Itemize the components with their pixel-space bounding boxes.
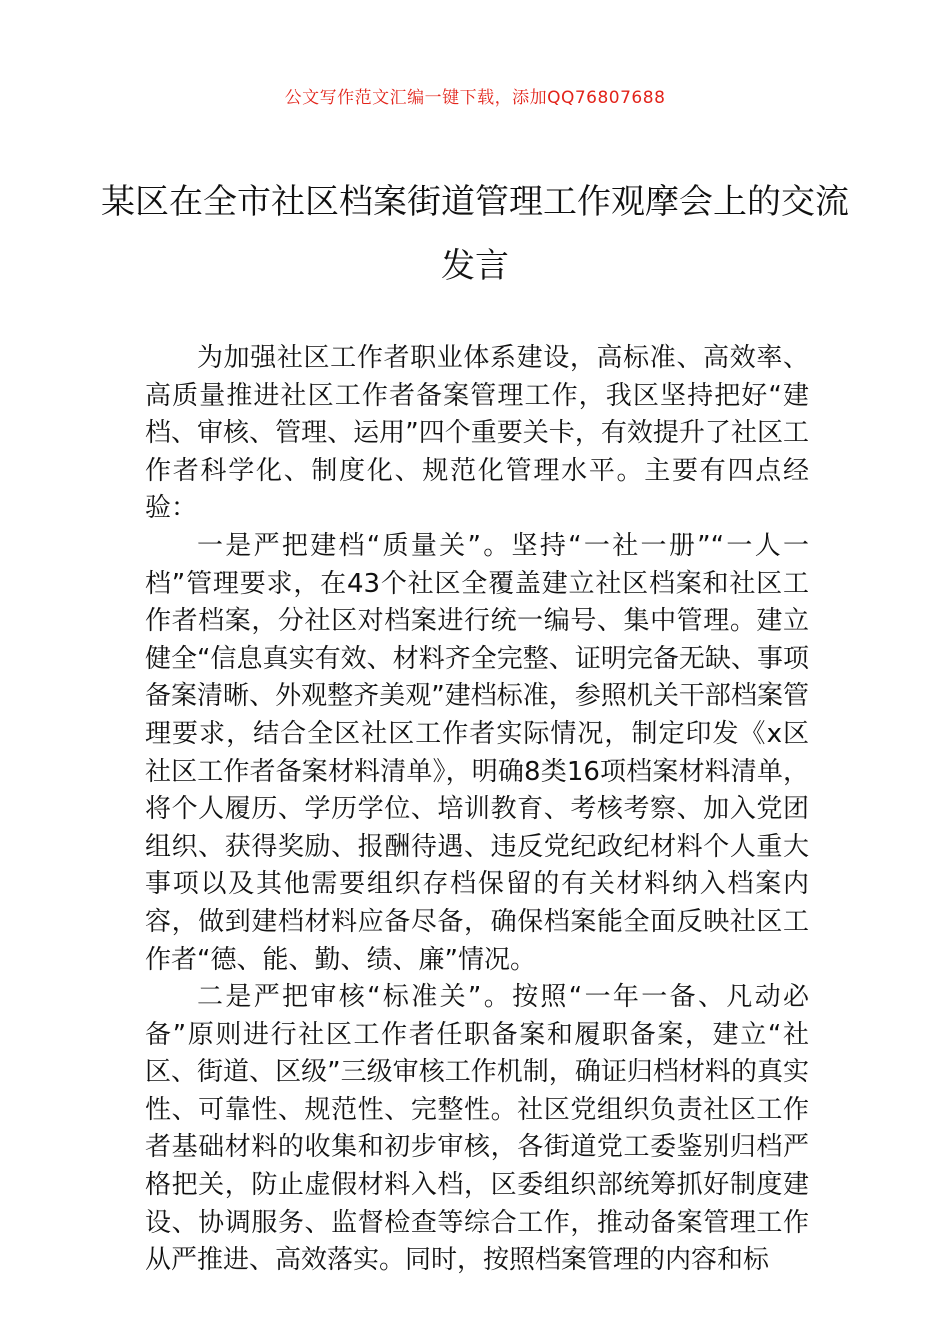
intro-paragraph: 为加强社区工作者职业体系建设，高标准、高效率、高质量推进社区工作者备案管理工作，我区坚持把好“建档、审核、管理、运用”四个重要关卡，有效提升了社区工作者科学化、制度化、规范化管理水平。主要有四点经验： [145,343,809,524]
paragraph-review-standard: 二是严把审核“标准关”。按照“一年一备、凡动必备”原则进行社区工作者任职备案和履职备案，建立“社区、街道、区级”三级审核工作机制，确证归档材料的真实性、可靠性、规范性、完整性。社区党组织负责社区工作者基础材料的收集和初步审核，各街道党工委鉴别归档严格把关，防止虚假材料入档，区委组织部统筹抓好制度建设、协调服务、监督检查等综合工作，推动备案管理工作从严推进、高效落实。同时，按照档案管理的内容和标 [145,982,809,1276]
page-title: 某区在全市社区档案街道管理工作观摩会上的交流发言 [101,182,849,286]
paragraph-filing-quality: 一是严把建档“质量关”。坚持“一社一册”“一人一档”管理要求，在43个社区全覆盖建立社区档案和社区工作者档案，分社区对档案进行统一编号、集中管理。建立健全“信息真实有效、材料齐全完整、证明完备无缺、事项备案清晰、外观整齐美观”建档标准，参照机关干部档案管理要求，结合全区社区工作者实际情况，制定印发《x区社区工作者备案材料清单》，明确8类16项档案材料清单，将个人履历、学历学位、培训教育、考核考察、加入党团组织、获得奖励、报酬待遇、违反党纪政纪材料个人重大事项以及其他需要组织存档保留的有关材料纳入档案内容，做到建档材料应备尽备，确保档案能全面反映社区工作者“德、能、勤、绩、廉”情况。 [145,530,809,975]
document-body [145,340,809,1280]
download-banner: 公文写作范文汇编一键下载，添加QQ76807688 [284,88,666,108]
